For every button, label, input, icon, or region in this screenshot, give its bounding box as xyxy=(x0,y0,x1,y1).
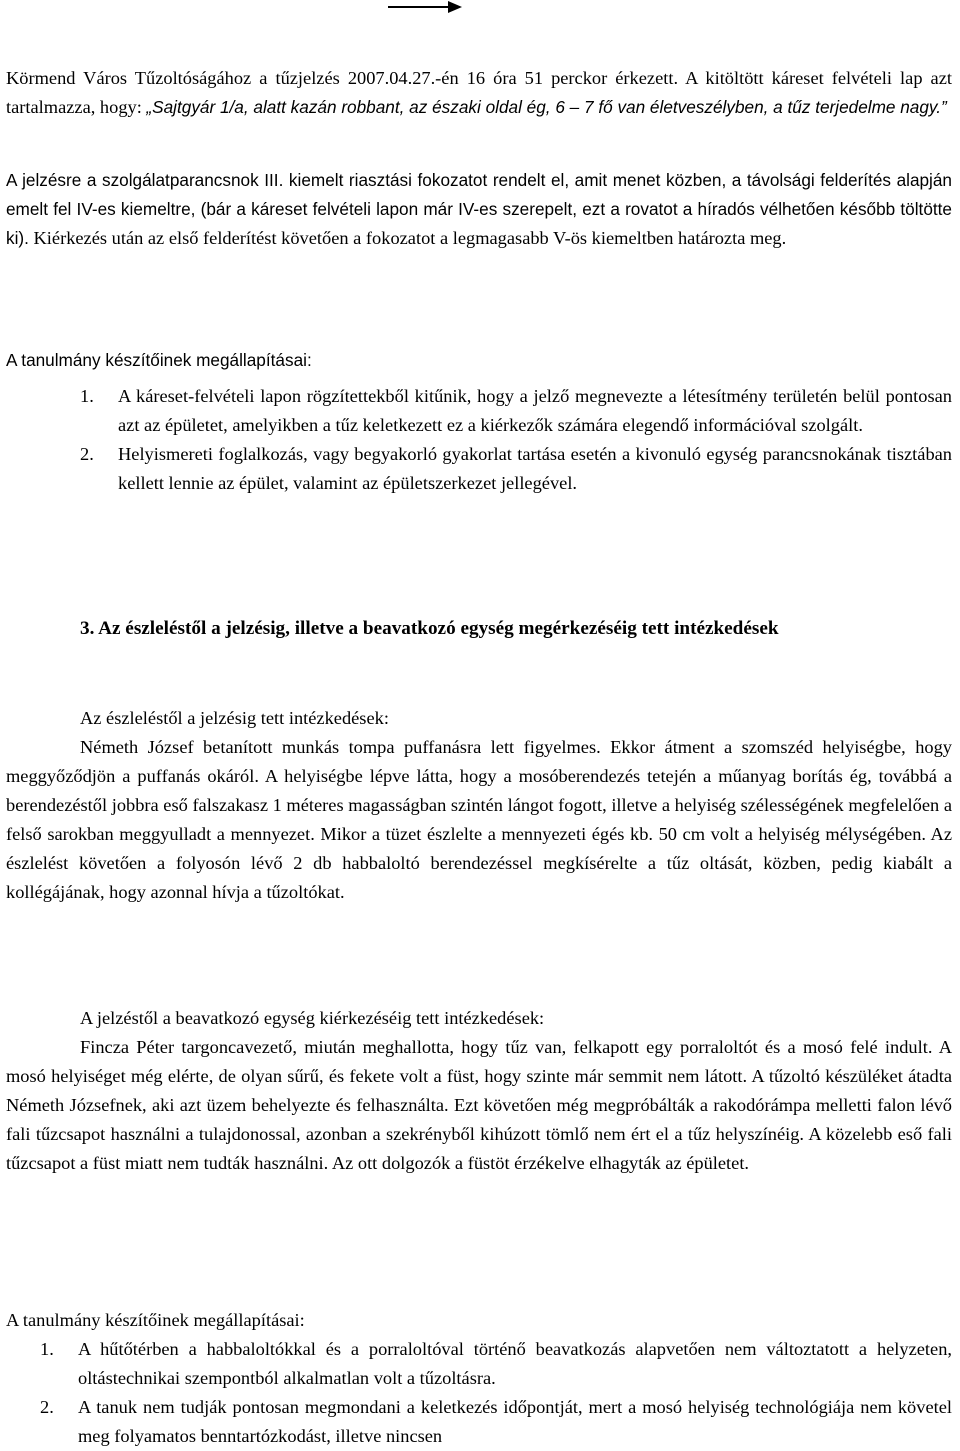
intro-paragraph xyxy=(6,64,952,122)
item-number: 2. xyxy=(40,1397,54,1417)
list-item xyxy=(80,382,952,440)
arrival-subtitle: A jelzéstől a beavatkozó egység kiérkezéséig tett intézkedések: xyxy=(80,1008,545,1028)
section-title: Az észleléstől a jelzésig, illetve a beavatkozó egység megérkezéséig tett intézkedések xyxy=(98,618,779,639)
detection-paragraph: Németh József betanított munkás tompa puffanásra lett figyelmes. Ekkor átment a szomszéd helyiségbe, hogy meggyőződjön a puffanás okáról. A helyiségbe lépve látta, hogy a mosóberendezés tetején a műanyag borítás ég, továbbá a berendezéstől jobbra eső falszakasz 1 méteres magasságban szintén lángot fogott, illetve a helyiség szélességének megfelelően a felső sarokban meggyulladt a mennyezet. Mikor a tüzet észlelte a mennyezeti égés kb. 50 cm volt a helyiség mélységében. Az észlelést követően a folyosón lévő 2 db habbaloltó berendezéssel megkísérelte a tűz oltását, közben, pedig kiabált a kollégájának, hogy azonnal hívja a tűzoltókat. xyxy=(6,737,952,902)
findings-2-list xyxy=(40,1335,952,1451)
item-number: 1. xyxy=(80,386,94,406)
item-number: 2. xyxy=(80,444,94,464)
findings-2-title: A tanulmány készítőinek megállapításai: xyxy=(6,1310,305,1330)
right-arrow-icon xyxy=(388,0,462,14)
item-text: A hűtőtérben a habbaloltókkal és a porraloltóval történő beavatkozás alapvetően nem változtatott a helyzeten, oltástechnikai szempontból alkalmatlan volt a tűzoltásra. xyxy=(78,1339,952,1388)
item-text: A tanuk nem tudják pontosan megmondani a keletkezés időpontját, mert a mosó helyiség technológiája nem követel meg folyamatos benntartózkodást, illetve nincsen xyxy=(78,1397,952,1446)
section-3-heading xyxy=(80,614,952,643)
arrival-level-text: Kiérkezés után az első felderítést követően a fokozatot a legmagasabb V-ös kiemeltben határozta meg. xyxy=(28,228,787,248)
findings-1-title: A tanulmány készítőinek megállapításai: xyxy=(6,350,312,370)
section-number: 3. xyxy=(80,618,95,639)
item-text: Helyismereti foglalkozás, vagy begyakorló gyakorlat tartása esetén a kivonuló egység parancsnokának tisztában kellett lennie az épület, valamint az épületszerkezet jellegével. xyxy=(118,444,952,493)
item-number: 1. xyxy=(40,1339,54,1359)
item-text: A káreset-felvételi lapon rögzítettekből kitűnik, hogy a jelző megnevezte a létesítmény területén belül pontosan azt az épületet, amelyikben a tűz keletkezett ez a kiérkezők számára elegendő információval szolgált. xyxy=(118,386,952,435)
detection-subtitle: Az észleléstől a jelzésig tett intézkedések: xyxy=(80,708,389,728)
intro-quote: „Sajtgyár 1/a, alatt kazán robbant, az északi oldal ég, 6 – 7 fő van életveszélyben, a tűz terjedelme nagy.” xyxy=(146,97,947,117)
list-item xyxy=(40,1393,952,1451)
intro-text: Körmend Város Tűzoltóságához a tűzjelzés 2007.04.27.-én 16 óra 51 perckor érkezett. A kitöltött káreset felvételi lap azt tartalmazza, hogy: xyxy=(6,68,952,117)
alarm-level-text: A jelzésre a szolgálatparancsnok III. kiemelt riasztási fokozatot rendelt el, amit menet közben, a távolsági felderítés alapján emelt fel IV-es kiemeltre, (bár a káreset felvételi lapon már IV-es szerepelt, ezt a rovatot a híradós vélhetően később töltötte ki). xyxy=(6,170,952,248)
arrival-paragraph: Fincza Péter targoncavezető, miután meghallotta, hogy tűz van, felkapott egy porraloltót és a mosó felé indult. A mosó helyiséget még elérte, de olyan sűrű, és fekete volt a füst, hogy szinte már semmit nem látott. A tűzoltó készüléket átadta Németh Józsefnek, aki azt üzem behelyezte és felhasználta. Ezt követően még megpróbálták a rakodórámpa melletti falon lévő fali tűzcsapot használni a tulajdonossal, azonban a szekrényből kihúzott tömlő nem ért el a tűz helyszínéig. A közelebb eső fali tűzcsapot a füst miatt nem tudták használni. Az ott dolgozók a füstöt érzékelve elhagyták az épületet. xyxy=(6,1037,952,1173)
list-item xyxy=(80,440,952,498)
alarm-level-paragraph xyxy=(6,166,952,253)
list-item xyxy=(40,1335,952,1393)
findings-1-list xyxy=(80,382,952,498)
